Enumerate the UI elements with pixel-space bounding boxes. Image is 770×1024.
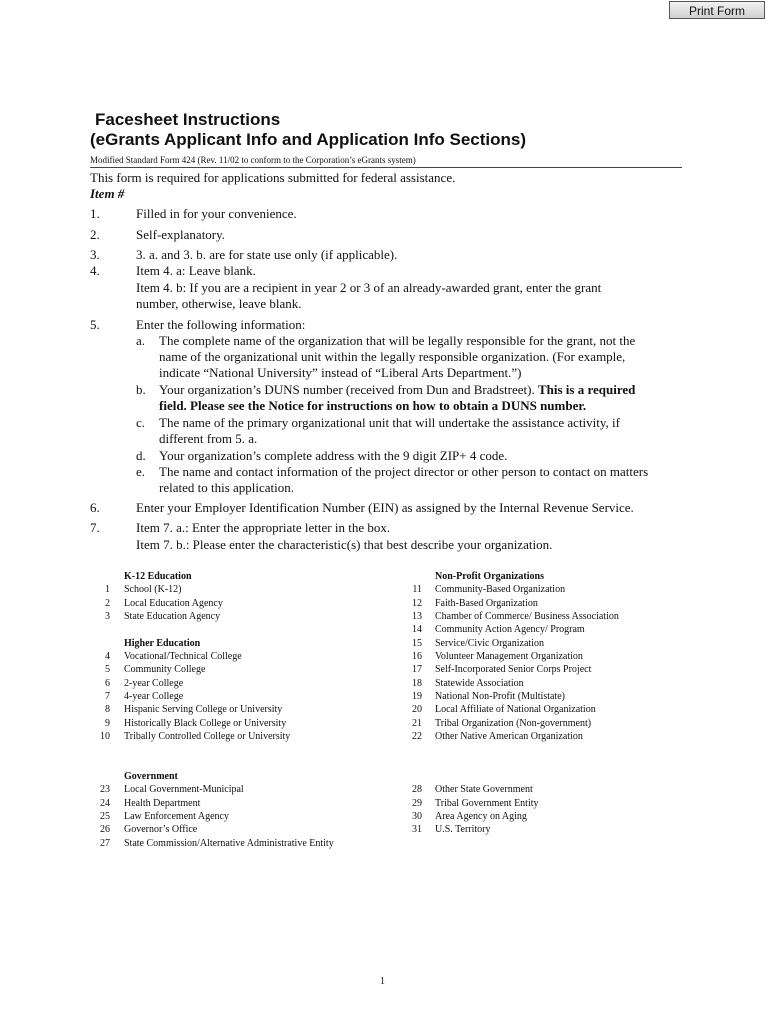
category-number: 30 — [412, 811, 422, 822]
category-label: Local Government-Municipal — [124, 784, 244, 795]
category-label: Local Education Agency — [124, 598, 223, 609]
category-number: 2 — [105, 598, 110, 609]
item-7-number: 7. — [90, 520, 100, 535]
category-label: Other State Government — [435, 784, 533, 795]
item-7a-text: Item 7. a.: Enter the appropriate letter in the box. — [136, 520, 391, 535]
item-3-number: 3. — [90, 247, 100, 262]
category-number: 29 — [412, 798, 422, 809]
item-4b-text-line2: number, otherwise, leave blank. — [136, 296, 302, 311]
item-5-text: Enter the following information: — [136, 317, 306, 332]
item-6-number: 6. — [90, 500, 100, 515]
category-label: State Education Agency — [124, 611, 221, 622]
item-5b-text-line2: field. Please see the Notice for instructions on how to obtain a DUNS number. — [159, 398, 587, 413]
category-number: 16 — [412, 651, 422, 662]
category-label: Faith-Based Organization — [435, 598, 538, 609]
category-label: Vocational/Technical College — [124, 651, 242, 662]
item-5e-text-line2: related to this application. — [159, 480, 295, 495]
category-label: Service/Civic Organization — [435, 638, 544, 649]
item-5-number: 5. — [90, 317, 100, 332]
item-5c-text-line2: different from 5. a. — [159, 431, 258, 446]
category-label: Self-Incorporated Senior Corps Project — [435, 664, 592, 675]
category-number: 27 — [100, 838, 110, 849]
item-5c-text-line1: The name of the primary organizational unit that will undertake the assistance activity, if — [159, 415, 620, 430]
item-4b-text-line1: Item 4. b: If you are a recipient in year 2 or 3 of an already-awarded grant, enter the grant — [136, 280, 602, 295]
category-label: Historically Black College or University — [124, 718, 287, 729]
category-label: Volunteer Management Organization — [435, 651, 583, 662]
item-3-text: 3. a. and 3. b. are for state use only (if applicable). — [136, 247, 398, 262]
item-column-header: Item # — [90, 186, 125, 201]
category-number: 11 — [412, 584, 422, 595]
category-label: Local Affiliate of National Organization — [435, 704, 596, 715]
category-number: 19 — [412, 691, 422, 702]
category-label: Chamber of Commerce/ Business Association — [435, 611, 619, 622]
category-number: 26 — [100, 824, 110, 835]
category-number: 28 — [412, 784, 422, 795]
category-label: Health Department — [124, 798, 201, 809]
item-2-text: Self-explanatory. — [136, 227, 226, 242]
k12-education-header: K-12 Education — [124, 571, 192, 582]
category-label: School (K-12) — [124, 584, 182, 595]
category-label: Hispanic Serving College or University — [124, 704, 283, 715]
item-5c-letter: c. — [136, 415, 146, 430]
modified-note: Modified Standard Form 424 (Rev. 11/02 to conform to the Corporation’s eGrants system) — [90, 155, 416, 165]
category-label: Area Agency on Aging — [435, 811, 527, 822]
category-label: 4-year College — [124, 691, 184, 702]
item-5a-text-line3: indicate “National University” instead of “Liberal Arts Department.”) — [159, 365, 522, 380]
category-label: State Commission/Alternative Administrative Entity — [124, 838, 334, 849]
category-label: National Non-Profit (Multistate) — [435, 691, 565, 702]
category-label: U.S. Territory — [435, 824, 491, 835]
category-label: Other Native American Organization — [435, 731, 583, 742]
header-divider — [90, 167, 682, 168]
print-form-button[interactable]: Print Form — [669, 1, 765, 19]
category-number: 1 — [105, 584, 110, 595]
item-5a-text-line1: The complete name of the organization that will be legally responsible for the grant, not the — [159, 333, 636, 348]
category-number: 3 — [105, 611, 110, 622]
category-number: 15 — [412, 638, 422, 649]
category-label: Tribal Government Entity — [435, 798, 539, 809]
item-1-number: 1. — [90, 206, 100, 221]
category-label: Community College — [124, 664, 206, 675]
category-number: 22 — [412, 731, 422, 742]
category-number: 17 — [412, 664, 422, 675]
category-label: Statewide Association — [435, 678, 524, 689]
category-number: 31 — [412, 824, 422, 835]
category-label: Tribal Organization (Non-government) — [435, 718, 592, 729]
item-5b-required-note: This is a required — [537, 382, 636, 397]
category-number: 7 — [105, 691, 110, 702]
category-label: Law Enforcement Agency — [124, 811, 229, 822]
category-number: 4 — [105, 651, 110, 662]
category-number: 25 — [100, 811, 110, 822]
higher-education-header: Higher Education — [124, 638, 201, 649]
item-5b-text-line1 — [159, 382, 635, 398]
category-number: 23 — [100, 784, 110, 795]
category-label: 2-year College — [124, 678, 184, 689]
category-number: 9 — [105, 718, 110, 729]
category-number: 18 — [412, 678, 422, 689]
page-title: Facesheet Instructions — [95, 110, 281, 129]
item-4a-text: Item 4. a: Leave blank. — [136, 263, 256, 278]
category-number: 12 — [412, 598, 422, 609]
category-label: Governor’s Office — [124, 824, 198, 835]
category-number: 10 — [100, 731, 110, 742]
item-5e-text-line1: The name and contact information of the project director or other person to contact on matters — [159, 464, 649, 479]
category-number: 6 — [105, 678, 110, 689]
item-5a-letter: a. — [136, 333, 146, 348]
item-5d-text: Your organization’s complete address with the 9 digit ZIP+ 4 code. — [159, 448, 508, 463]
category-number: 20 — [412, 704, 422, 715]
required-note: This form is required for applications submitted for federal assistance. — [90, 170, 456, 185]
item-4-number: 4. — [90, 263, 100, 278]
category-number: 21 — [412, 718, 422, 729]
category-label: Community Action Agency/ Program — [435, 624, 585, 635]
category-number: 5 — [105, 664, 110, 675]
category-number: 14 — [412, 624, 422, 635]
item-5e-letter: e. — [136, 464, 146, 479]
government-header: Government — [124, 771, 178, 782]
non-profit-header: Non-Profit Organizations — [435, 571, 544, 582]
category-label: Tribally Controlled College or University — [124, 731, 291, 742]
item-5a-text-line2: name of the organizational unit within the legally responsible organization. (For example, — [159, 349, 626, 364]
item-6-text: Enter your Employer Identification Number (EIN) as assigned by the Internal Revenue Service. — [136, 500, 634, 515]
item-5b-letter: b. — [136, 382, 146, 397]
page-subtitle: (eGrants Applicant Info and Application Info Sections) — [90, 130, 527, 149]
category-number: 13 — [412, 611, 422, 622]
item-7b-text: Item 7. b.: Please enter the characteristic(s) that best describe your organization. — [136, 537, 553, 552]
category-number: 8 — [105, 704, 110, 715]
item-1-text: Filled in for your convenience. — [136, 206, 297, 221]
category-label: Community-Based Organization — [435, 584, 566, 595]
category-number: 24 — [100, 798, 110, 809]
page-number: 1 — [380, 976, 385, 987]
item-5b-text: Your organization’s DUNS number (received from Dun and Bradstreet). — [159, 382, 535, 397]
item-2-number: 2. — [90, 227, 100, 242]
item-5d-letter: d. — [136, 448, 146, 463]
